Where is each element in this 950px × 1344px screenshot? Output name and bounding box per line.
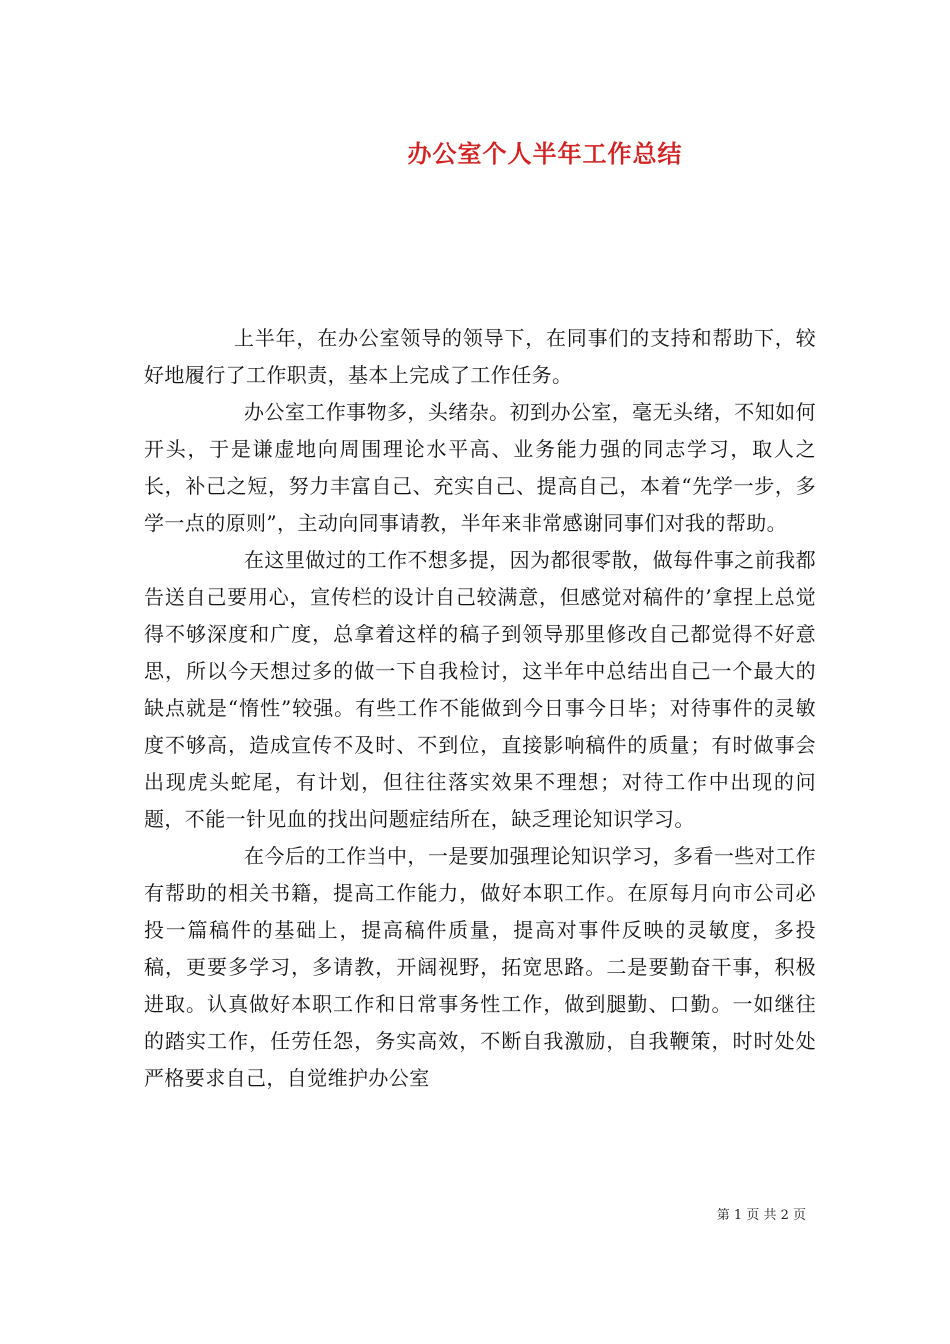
paragraph-1: 上半年，在办公室领导的领导下，在同事们的支持和帮助下，较好地履行了工作职责，基本上完成了工作任务。 [144, 326, 816, 387]
document-title: 办公室个人半年工作总结 [407, 139, 683, 168]
paragraph-3: 在这里做过的工作不想多提，因为都很零散，做每件事之前我都告送自己要用心，宣传栏的设计自己较满意，但感觉对稿件的’拿捏上总觉得不够深度和广度，总拿着这样的稿子到领导那里修改自己都觉得不好意思，所以今天想过多的做一下自我检讨，这半年中总结出自己一个最大的缺点就是“惰性”较强。有些工作不能做到今日事今日毕；对待事件的灵敏度不够高，造成宣传不及时、不到位，直接影响稿件的质量；有时做事会出现虎头蛇尾，有计划，但往往落实效果不理想；对待工作中出现的问题，不能一针见血的找出问题症结所在，缺乏理论知识学习。 [144, 548, 816, 831]
paragraph-4: 在今后的工作当中，一是要加强理论知识学习，多看一些对工作有帮助的相关书籍，提高工作能力，做好本职工作。在原每月向市公司必投一篇稿件的基础上，提高稿件质量，提高对事件反映的灵敏度，多投稿，更要多学习，多请教，开阔视野，拓宽思路。二是要勤奋干事，积极进取。认真做好本职工作和日常事务性工作，做到腿勤、口勤。一如继往的踏实工作，任劳任怨，务实高效，不断自我激励，自我鞭策，时时处处严格要求自己，自觉维护办公室 [144, 844, 816, 1090]
document-body [144, 320, 816, 1097]
paragraph-2: 办公室工作事物多，头绪杂。初到办公室，毫无头绪，不知如何开头，于是谦虚地向周围理论水平高、业务能力强的同志学习，取人之长，补己之短，努力丰富自己、充实自己、提高自己，本着“先学一步，多学一点的原则”，主动向同事请教，半年来非常感谢同事们对我的帮助。 [144, 400, 816, 535]
page-number-footer: 第 1 页 共 2 页 [716, 1208, 806, 1223]
